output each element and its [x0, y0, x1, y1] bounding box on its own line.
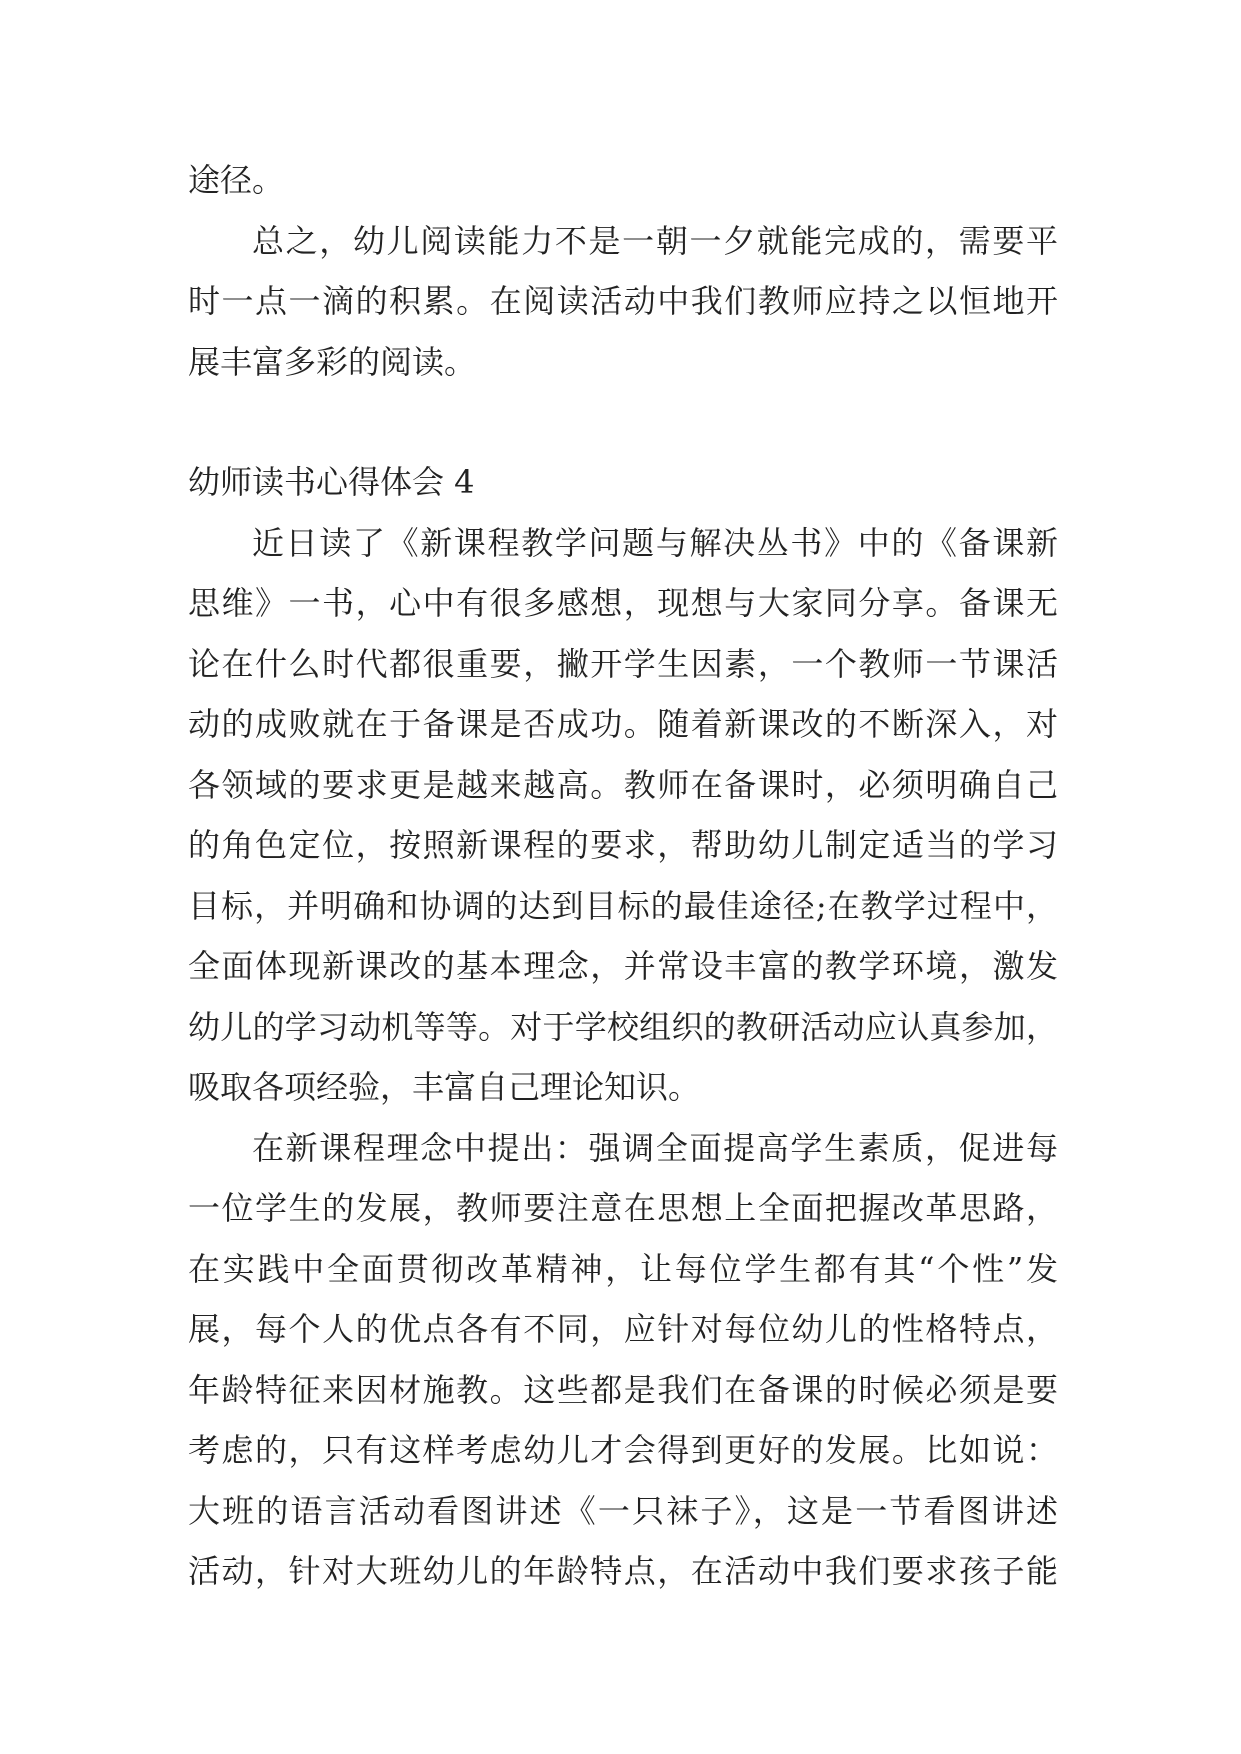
paragraph-line: 在实践中全面贯彻改革精神，让每位学生都有其“个性”发 [188, 1249, 1058, 1288]
conclusion-line: 时一点一滴的积累。在阅读活动中我们教师应持之以恒地开 [188, 282, 1058, 320]
paragraph-line: 近日读了《新课程教学问题与解决丛书》中的《备课新 [252, 523, 1058, 562]
paragraph-line: 全面体现新课改的基本理念，并常设丰富的教学环境，激发 [188, 947, 1058, 985]
paragraph-line: 目标，并明确和协调的达到目标的最佳途径;在教学过程中， [188, 886, 1058, 925]
section-gap [188, 392, 1058, 452]
paragraph-line: 的角色定位，按照新课程的要求，帮助幼儿制定适当的学习 [188, 826, 1058, 864]
paragraph-line: 幼儿的学习动机等等。对于学校组织的教研活动应认真参加， [188, 1007, 1058, 1046]
document-body [188, 150, 1058, 1602]
paragraph-line: 考虑的，只有这样考虑幼儿才会得到更好的发展。比如说： [188, 1431, 1058, 1469]
section-title: 幼师读书心得体会 4 [188, 463, 475, 501]
paragraph-line: 年龄特征来因材施教。这些都是我们在备课的时候必须是要 [188, 1370, 1058, 1409]
conclusion-line: 总之，幼儿阅读能力不是一朝一夕就能完成的，需要平 [252, 221, 1058, 260]
paragraph-line: 在新课程理念中提出：强调全面提高学生素质，促进每 [252, 1128, 1058, 1167]
paragraph-line: 动的成败就在于备课是否成功。随着新课改的不断深入，对 [188, 705, 1058, 743]
paragraph-line: 一位学生的发展，教师要注意在思想上全面把握改革思路， [188, 1189, 1058, 1227]
paragraph-line: 活动，针对大班幼儿的年龄特点，在活动中我们要求孩子能 [188, 1552, 1058, 1590]
conclusion-line: 展丰富多彩的阅读。 [188, 342, 477, 381]
paragraph-line: 各领域的要求更是越来越高。教师在备课时，必须明确自己 [188, 765, 1058, 804]
paragraph-line: 思维》一书，心中有很多感想，现想与大家同分享。备课无 [188, 584, 1058, 622]
paragraph-line: 吸取各项经验，丰富自己理论知识。 [188, 1068, 701, 1106]
paragraph-line: 大班的语言活动看图讲述《一只袜子》，这是一节看图讲述 [188, 1491, 1058, 1530]
paragraph-line: 论在什么时代都很重要，撇开学生因素，一个教师一节课活 [188, 644, 1058, 683]
continuation-line: 途径。 [188, 161, 285, 199]
paragraph-line: 展，每个人的优点各有不同，应针对每位幼儿的性格特点， [188, 1310, 1058, 1348]
